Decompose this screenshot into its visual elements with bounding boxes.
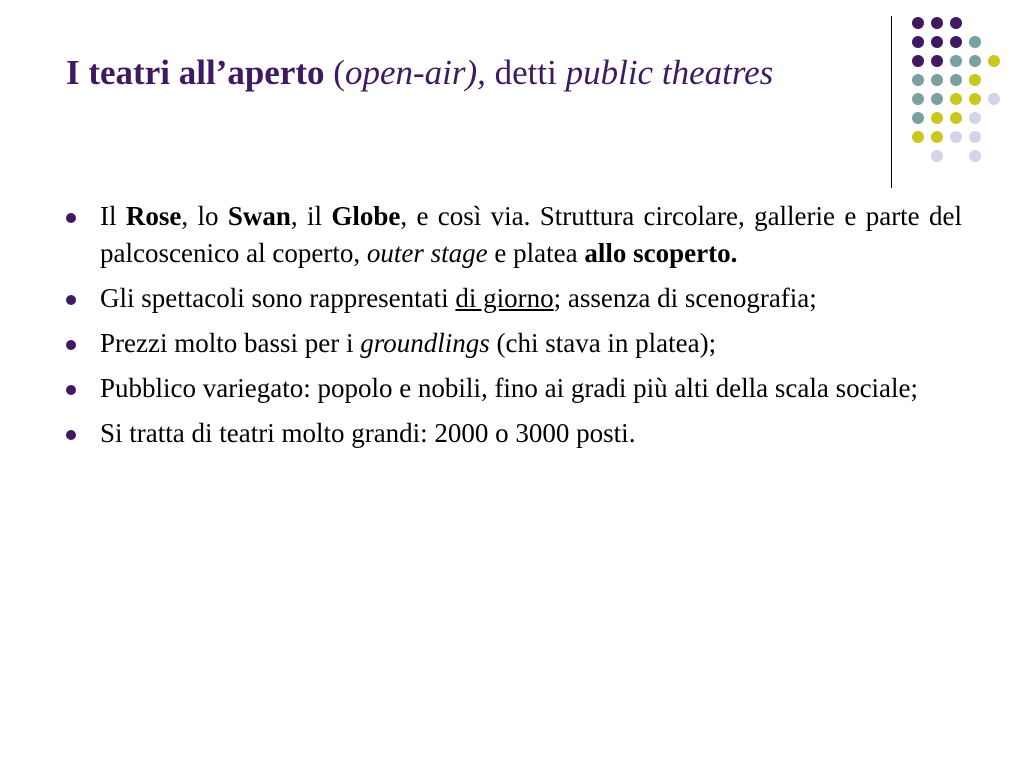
bold-globe: Globe xyxy=(331,201,401,231)
dot xyxy=(912,112,924,124)
dot xyxy=(912,93,924,105)
dot xyxy=(912,74,924,86)
dot xyxy=(969,74,981,86)
dot xyxy=(931,131,943,143)
dot xyxy=(950,74,962,86)
dot xyxy=(912,55,924,67)
dot xyxy=(931,112,943,124)
bullet-marker xyxy=(66,340,76,350)
dot xyxy=(969,55,981,67)
dot xyxy=(931,74,943,86)
title-paren: ( xyxy=(324,53,345,92)
italic-outer-stage: outer stage xyxy=(366,238,488,268)
dot xyxy=(931,150,943,162)
dot xyxy=(912,131,924,143)
bold-swan: Swan xyxy=(227,201,291,231)
dot xyxy=(969,131,981,143)
dot xyxy=(931,17,943,29)
dot xyxy=(969,36,981,48)
dot xyxy=(969,93,981,105)
dot xyxy=(912,17,924,29)
dot xyxy=(950,112,962,124)
bullet-marker xyxy=(66,295,76,305)
bold-rose: Rose xyxy=(125,201,182,231)
bullet-item-performances: Gli spettacoli sono rappresentati di giorno; assenza di scenografia; xyxy=(66,280,962,317)
bullet-list xyxy=(66,198,962,460)
dot xyxy=(950,93,962,105)
dot xyxy=(931,55,943,67)
dot xyxy=(969,150,981,162)
dot xyxy=(950,55,962,67)
bullet-item-size: Si tratta di teatri molto grandi: 2000 o 3000 posti. xyxy=(66,415,962,452)
dot xyxy=(988,55,1000,67)
dot xyxy=(950,36,962,48)
dot xyxy=(931,36,943,48)
title-italic-public-theatres: public theatres xyxy=(565,53,774,92)
divider-line xyxy=(891,16,892,188)
title-italic-open-air: open-air), xyxy=(344,53,486,92)
bold-allo-scoperto: allo scoperto. xyxy=(584,238,738,268)
dot xyxy=(969,112,981,124)
slide-title xyxy=(66,52,888,94)
dot xyxy=(931,93,943,105)
bullet-marker xyxy=(66,213,76,223)
dot xyxy=(988,93,1000,105)
bullet-item-theatres: Il Rose, lo Swan, il Globe, e così via. Struttura circolare, gallerie e parte del palcoscenico al coperto, outer stage e platea allo scoperto. xyxy=(66,198,962,272)
bullet-marker xyxy=(66,385,76,395)
dot xyxy=(912,36,924,48)
bullet-marker xyxy=(66,430,76,440)
bullet-item-audience: Pubblico variegato: popolo e nobili, fino ai gradi più alti della scala sociale; xyxy=(66,370,962,407)
title-detti: detti xyxy=(485,53,566,92)
dot xyxy=(950,17,962,29)
title-bold-part: I teatri all’aperto xyxy=(66,53,325,92)
dot xyxy=(950,131,962,143)
underlined-di-giorno: di giorno xyxy=(455,283,554,313)
bullet-item-prices: Prezzi molto bassi per i groundlings (chi stava in platea); xyxy=(66,325,962,362)
italic-groundlings: groundlings xyxy=(360,328,490,358)
